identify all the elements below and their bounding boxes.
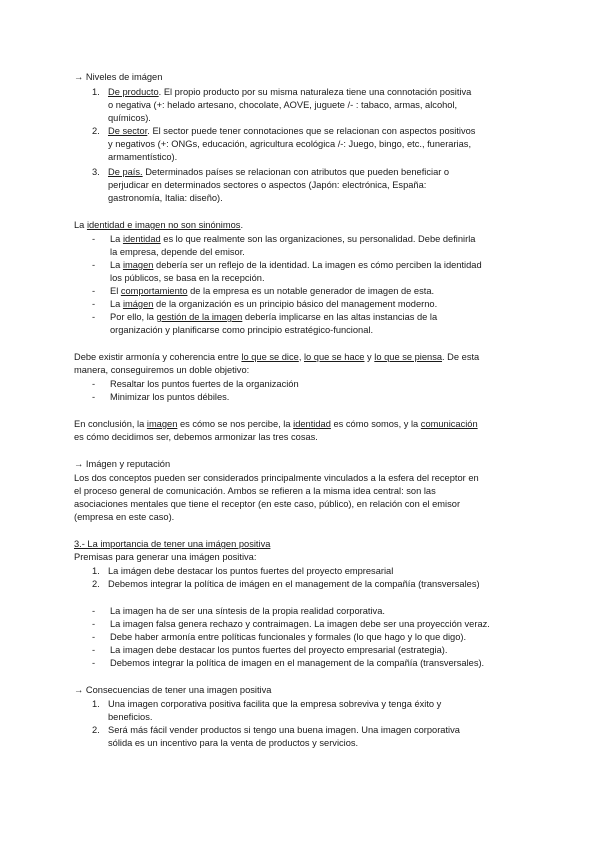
list-item-text: armamentístico).: [108, 152, 178, 162]
list-item-text: gastronomía, Italia: diseño).: [108, 193, 223, 203]
list-number: 1.: [92, 87, 100, 97]
list-item-text: químicos).: [108, 113, 151, 123]
bullet-text: La imagen ha de ser una síntesis de la propia realidad corporativa.: [110, 606, 385, 616]
bullet-text: La imágen de la organización es un principio básico del management moderno.: [110, 299, 438, 309]
bullet-text: La identidad es lo que realmente son las organizaciones, su personalidad. Debe definirla: [110, 234, 476, 244]
list-item-text: De producto. El propio producto por su misma naturaleza tiene una connotación positiva: [108, 87, 472, 97]
list-item-text: La imágen debe destacar los puntos fuertes del proyecto empresarial: [108, 566, 394, 576]
list-item-text: De sector. El sector puede tener connotaciones que se relacionan con aspectos positivos: [108, 126, 476, 136]
list-item-text: beneficios.: [108, 712, 153, 722]
list-item-text: perjudicar en determinados sectores o aspectos (Japón: electrónica, España:: [108, 180, 427, 190]
list-item-text: Será más fácil vender productos si tengo una buena imagen. Una imagen corporativa: [108, 725, 460, 735]
arrow-icon: →: [74, 685, 84, 695]
bullet-dash: -: [92, 234, 96, 244]
bullet-dash: -: [92, 379, 96, 389]
paragraph-reputacion: el proceso general de comunicación. Ambos se refieren a la misma idea central: son las: [74, 486, 436, 496]
bullet-dash: -: [92, 312, 96, 322]
bullet-text: Debemos integrar la política de imagen en el management de la compañía (transversales).: [110, 658, 485, 668]
paragraph-reputacion: (empresa en este caso).: [74, 512, 175, 522]
list-item-text: o negativa (+: helado artesano, chocolate, AOVE, juguete /- : tabaco, armas, alcohol,: [108, 100, 458, 110]
bullet-dash: -: [92, 392, 96, 402]
section-heading-consecuencias: → Consecuencias de tener una imagen positiva: [74, 685, 272, 695]
bullet-dash: -: [92, 299, 96, 309]
paragraph-armonia: manera, conseguiremos un doble objetivo:: [74, 365, 250, 375]
list-number: 2.: [92, 579, 100, 589]
section-heading-reputacion: → Imágen y reputación: [74, 459, 171, 469]
bullet-text: La imagen debería ser un reflejo de la identidad. La imagen es cómo perciben la identidad: [110, 260, 482, 270]
list-number: 1.: [92, 699, 100, 709]
bullet-text: Debe haber armonía entre políticas funcionales y formales (lo que hago y lo que digo).: [110, 632, 467, 642]
bullet-text: El comportamiento de la empresa es un notable generador de imagen de esta.: [110, 286, 435, 296]
bullet-text: organización y planificarse como principio estratégico-funcional.: [110, 325, 374, 335]
bullet-dash: -: [92, 619, 96, 629]
bullet-dash: -: [92, 632, 96, 642]
bullet-dash: -: [92, 606, 96, 616]
bullet-text: Por ello, la gestión de la imagen debería implicarse en las altas instancias de la: [110, 312, 438, 322]
bullet-dash: -: [92, 260, 96, 270]
list-item-text: De país. Determinados países se relacionan con atributos que pueden beneficiar o: [108, 167, 450, 177]
paragraph-reputacion: asociaciones mentales que tiene el receptor (en este caso, público), en relación con el emisor: [74, 499, 461, 509]
list-number: 3.: [92, 167, 100, 177]
arrow-icon: →: [74, 72, 84, 82]
list-number: 2.: [92, 126, 100, 136]
paragraph-armonia: Debe existir armonía y coherencia entre lo que se dice, lo que se hace y lo que se piensa. De esta: [74, 352, 480, 362]
list-item-text: y negativos (+: ONGs, educación, agricultura ecológica /-: Juego, bingo, etc., funerarias,: [108, 139, 472, 149]
list-item-text: Una imagen corporativa positiva facilita que la empresa sobreviva y tenga éxito y: [108, 699, 442, 709]
paragraph-conclusion: es cómo decidimos ser, debemos armonizar las tres cosas.: [74, 432, 318, 442]
bullet-dash: -: [92, 658, 96, 668]
bullet-dash: -: [92, 286, 96, 296]
section-heading-niveles: → Niveles de imágen: [74, 72, 163, 82]
list-number: 2.: [92, 725, 100, 735]
list-item-text: Debemos integrar la política de imágen en el management de la compañía (transversales): [108, 579, 480, 589]
arrow-icon: →: [74, 459, 84, 469]
bullet-dash: -: [92, 645, 96, 655]
bullet-text: Resaltar los puntos fuertes de la organización: [110, 379, 299, 389]
list-number: 1.: [92, 566, 100, 576]
paragraph-reputacion: Los dos conceptos pueden ser considerados principalmente vinculados a la esfera del receptor en: [74, 473, 479, 483]
list-item-text: sólida es un incentivo para la venta de productos y servicios.: [108, 738, 359, 748]
bullet-text: los públicos, se basa en la recepción.: [110, 273, 265, 283]
paragraph-premisas: Premisas para generar una imágen positiva:: [74, 552, 257, 562]
bullet-text: La imagen falsa genera rechazo y contraimagen. La imagen debe ser una proyección veraz.: [110, 619, 490, 629]
paragraph-identidad: La identidad e imagen no son sinónimos.: [74, 220, 244, 230]
bullet-text: La imagen debe destacar los puntos fuertes del proyecto empresarial (estrategia).: [110, 645, 448, 655]
paragraph-conclusion: En conclusión, la imagen es cómo se nos percibe, la identidad es cómo somos, y la comunicación: [74, 419, 478, 429]
section-heading-importancia: 3.- La importancia de tener una imágen positiva: [74, 539, 271, 549]
bullet-text: Minimizar los puntos débiles.: [110, 392, 230, 402]
bullet-text: la empresa, depende del emisor.: [110, 247, 245, 257]
